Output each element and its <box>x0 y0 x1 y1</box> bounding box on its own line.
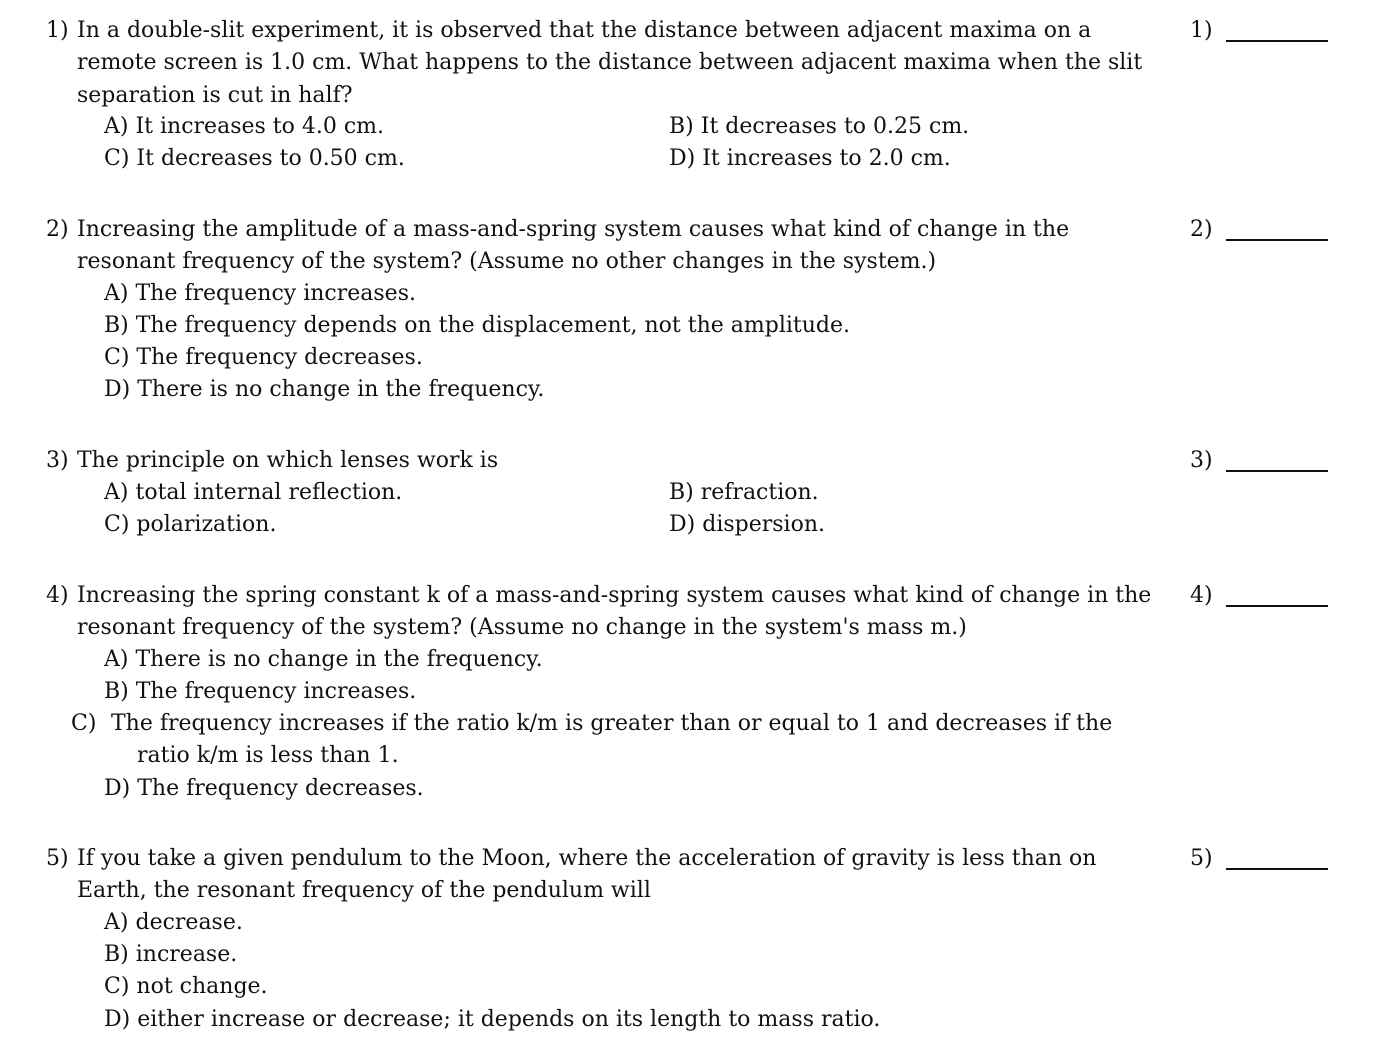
choice-letter: D) <box>104 377 131 402</box>
choice-d <box>104 773 424 805</box>
choice-text: The frequency decreases. <box>137 776 424 801</box>
choice-text: dispersion. <box>702 512 825 537</box>
choice-text: The frequency depends on the displacement, not the amplitude. <box>135 313 851 338</box>
question-number: 5) <box>46 846 69 871</box>
choice-b <box>669 477 819 509</box>
choice-letter: D) <box>669 512 696 537</box>
choice-text: total internal reflection. <box>135 480 403 505</box>
choice-a <box>104 278 416 310</box>
choice-text: either increase or decrease; it depends on its length to mass ratio. <box>137 1007 881 1032</box>
choice-letter: B) <box>104 313 129 338</box>
question-number: 2) <box>46 217 69 242</box>
choice-letter: B) <box>104 679 129 704</box>
answer-blank[interactable] <box>1226 470 1328 472</box>
choice-letter: A) <box>104 480 129 505</box>
choice-text: There is no change in the frequency. <box>135 647 543 672</box>
answer-label: 2) <box>1190 217 1213 242</box>
choice-letter: C) <box>104 512 130 537</box>
choice-a <box>104 477 402 509</box>
choice-c <box>104 342 423 374</box>
question-text: The principle on which lenses work is <box>77 448 499 473</box>
answer-blank[interactable] <box>1226 40 1328 42</box>
question-number: 4) <box>46 583 69 608</box>
choice-c <box>104 971 268 1003</box>
choice-d <box>104 1004 880 1036</box>
answer-label: 5) <box>1190 846 1213 871</box>
choice-letter: C) <box>104 974 130 999</box>
choice-b <box>104 939 237 971</box>
question-text: Increasing the amplitude of a mass-and-spring system causes what kind of change in the resonant frequency of the system? (Assume no other changes in the system.) <box>77 217 1070 275</box>
question-text: In a double-slit experiment, it is observed that the distance between adjacent maxima on a remote screen is 1.0 cm. What happens to the distance between adjacent maxima when the slit separation is cut in half? <box>77 18 1143 108</box>
choice-text: increase. <box>135 942 238 967</box>
choice-letter: D) <box>104 776 131 801</box>
choice-letter: B) <box>669 114 694 139</box>
choice-text: refraction. <box>700 480 819 505</box>
choice-d <box>104 374 544 406</box>
choice-text: decrease. <box>135 910 243 935</box>
choice-letter: A) <box>104 281 129 306</box>
question-number: 3) <box>46 448 69 473</box>
choice-letter: B) <box>669 480 694 505</box>
question-text: If you take a given pendulum to the Moon, where the acceleration of gravity is less than on Earth, the resonant frequency of the pendulum will <box>77 846 1097 904</box>
answer-blank[interactable] <box>1226 239 1328 241</box>
choice-text: It decreases to 0.25 cm. <box>700 114 970 139</box>
question-number: 1) <box>46 18 69 43</box>
answer-label: 4) <box>1190 583 1213 608</box>
answer-blank[interactable] <box>1226 605 1328 607</box>
choice-letter: A) <box>104 647 129 672</box>
choice-text: It increases to 2.0 cm. <box>702 146 951 171</box>
choice-a <box>104 907 243 939</box>
choice-a <box>104 644 543 676</box>
choice-text: The frequency increases if the ratio k/m is greater than or equal to 1 and decreases if the ratio k/m is less than 1. <box>111 711 1113 769</box>
choice-letter: C) <box>104 146 130 171</box>
choice-letter: B) <box>104 942 129 967</box>
choice-b <box>104 310 850 342</box>
choice-letter: A) <box>104 114 129 139</box>
choice-text: The frequency increases. <box>135 281 416 306</box>
choice-letter: D) <box>104 1007 131 1032</box>
choice-d <box>669 143 951 175</box>
answer-blank[interactable] <box>1226 868 1328 870</box>
choice-letter: C) <box>104 345 130 370</box>
choice-text: The frequency decreases. <box>136 345 423 370</box>
choice-text: not change. <box>136 974 268 999</box>
choice-text: There is no change in the frequency. <box>137 377 545 402</box>
choice-text: It increases to 4.0 cm. <box>135 114 385 139</box>
choice-b <box>104 676 416 708</box>
choice-c: C) The frequency increases if the ratio k/m is greater than or equal to 1 and decreases if the ratio k/m is less than 1. <box>71 711 1113 769</box>
choice-c <box>104 143 405 175</box>
answer-label: 3) <box>1190 448 1213 473</box>
answer-label: 1) <box>1190 18 1213 43</box>
choice-letter: D) <box>669 146 696 171</box>
choice-c <box>104 509 276 541</box>
choice-d <box>669 509 825 541</box>
choice-b <box>669 111 969 143</box>
question-text: Increasing the spring constant k of a mass-and-spring system causes what kind of change in the resonant frequency of the system? (Assume no change in the system's mass m.) <box>77 583 1152 641</box>
choice-letter: A) <box>104 910 129 935</box>
choice-text: It decreases to 0.50 cm. <box>136 146 405 171</box>
choice-text: polarization. <box>136 512 277 537</box>
choice-text: The frequency increases. <box>135 679 417 704</box>
choice-a <box>104 111 384 143</box>
